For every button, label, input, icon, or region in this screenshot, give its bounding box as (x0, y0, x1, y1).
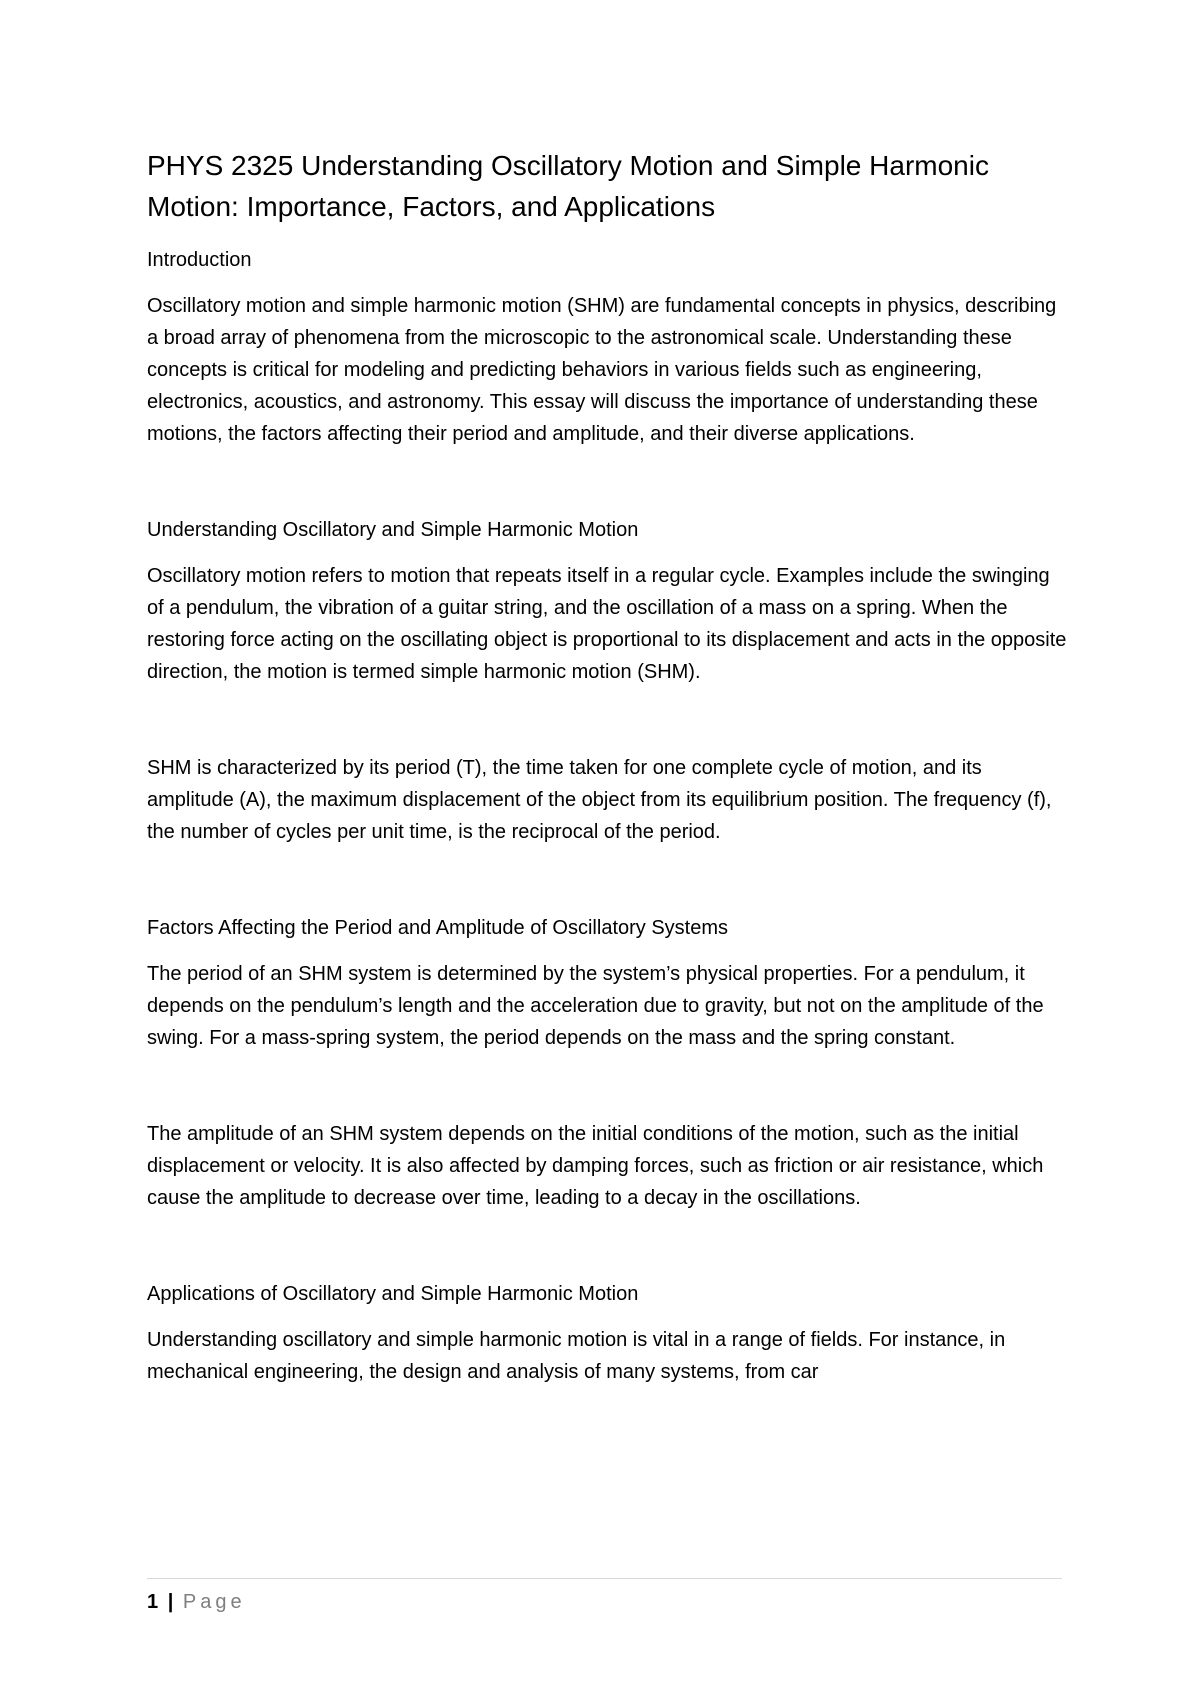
spacer (147, 848, 1067, 912)
paragraph: SHM is characterized by its period (T), the time taken for one complete cycle of motion, and its amplitude (A), the maximum displacement of the object from its equilibrium position. The frequency (f), the number of cycles per unit time, is the reciprocal of the period. (147, 757, 1052, 843)
section-heading: Introduction (147, 249, 252, 271)
section-heading: Factors Affecting the Period and Amplitude of Oscillatory Systems (147, 917, 729, 939)
paragraph: Understanding oscillatory and simple harmonic motion is vital in a range of fields. For instance, in mechanical engineering, the design and analysis of many systems, from car (147, 1329, 1006, 1383)
section-heading: Applications of Oscillatory and Simple Harmonic Motion (147, 1283, 639, 1305)
paragraph: The period of an SHM system is determined by the system’s physical properties. For a pendulum, it depends on the pendulum’s length and the acceleration due to gravity, but not on the amplitude of the swing. For a mass-spring system, the period depends on the mass and the spring constant. (147, 963, 1044, 1049)
section-factors (147, 912, 1067, 1214)
paragraph: Oscillatory motion and simple harmonic motion (SHM) are fundamental concepts in physics, describing a broad array of phenomena from the microscopic to the astronomical scale. Understanding these concepts is critical for modeling and predicting behaviors in various fields such as engineering, electronics, acoustics, and astronomy. This essay will discuss the importance of understanding these motions, the factors affecting their period and amplitude, and their diverse applications. (147, 295, 1057, 445)
section-heading: Understanding Oscillatory and Simple Harmonic Motion (147, 519, 639, 541)
spacer (147, 1214, 1067, 1278)
spacer (147, 1054, 1067, 1118)
section-understanding (147, 514, 1067, 848)
paragraph: The amplitude of an SHM system depends on the initial conditions of the motion, such as the initial displacement or velocity. It is also affected by damping forces, such as friction or air resistance, which cause the amplitude to decrease over time, leading to a decay in the oscillations. (147, 1123, 1044, 1209)
page-separator: | (167, 1591, 174, 1613)
page-number: 1 (147, 1591, 159, 1613)
document-body (147, 145, 1067, 1388)
spacer (147, 450, 1067, 514)
paragraph: Oscillatory motion refers to motion that repeats itself in a regular cycle. Examples include the swinging of a pendulum, the vibration of a guitar string, and the oscillation of a mass on a spring. When the restoring force acting on the oscillating object is proportional to its displacement and acts in the opposite direction, the motion is termed simple harmonic motion (SHM). (147, 565, 1067, 683)
document-title: PHYS 2325 Understanding Oscillatory Motion and Simple Harmonic Motion: Importance, Factors, and Applications (147, 150, 989, 222)
section-applications (147, 1278, 1067, 1388)
section-introduction (147, 244, 1067, 450)
spacer (147, 688, 1067, 752)
page-footer (147, 1578, 1062, 1615)
page-label: Page (182, 1591, 246, 1613)
